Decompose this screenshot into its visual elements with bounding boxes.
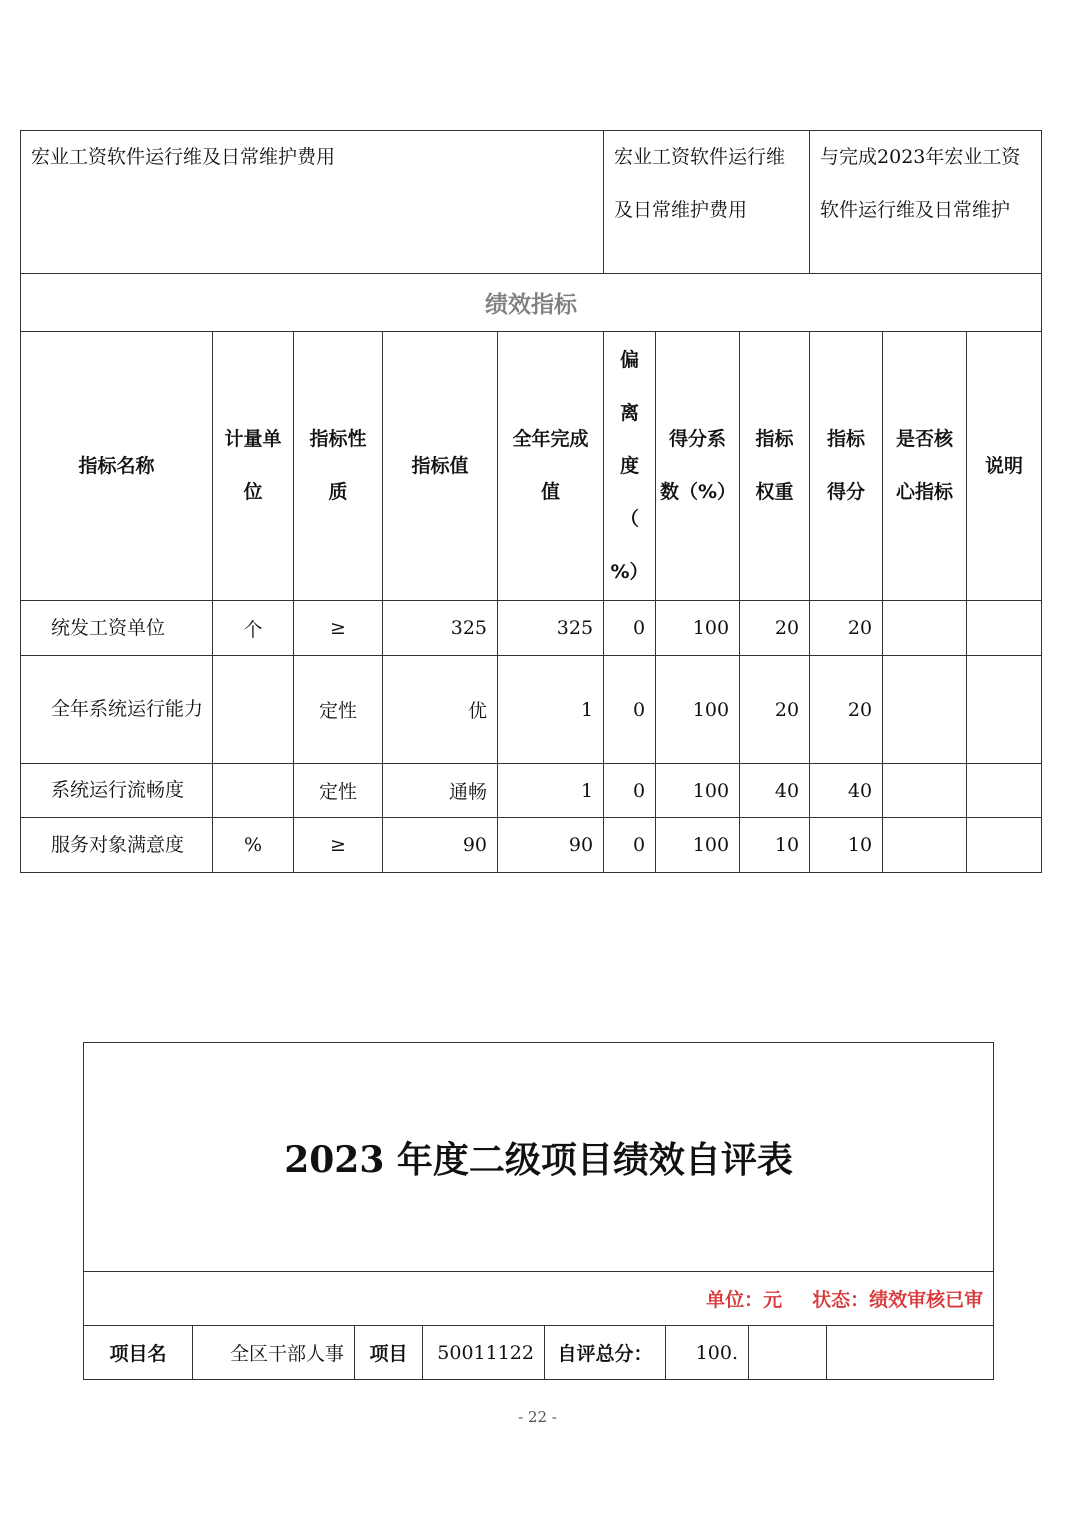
self-score-value: 100.	[666, 1326, 749, 1380]
project-code: 50011122	[423, 1326, 545, 1380]
row-name: 全年系统运行能力	[21, 656, 213, 764]
row-unit	[213, 764, 294, 818]
status-label: 状态：绩效审核已审	[812, 1289, 984, 1311]
row-deviation: 0	[604, 601, 656, 656]
row-name: 统发工资单位	[21, 601, 213, 656]
row-annual: 1	[498, 764, 604, 818]
row-deviation: 0	[604, 764, 656, 818]
row-annual: 90	[498, 818, 604, 873]
performance-title: 绩效指标	[21, 274, 1042, 332]
header-nature: 指标性 质	[294, 332, 383, 601]
project-label: 项目	[355, 1326, 423, 1380]
desc-right: 与完成2023年宏业工资软件运行维及日常维护	[810, 131, 1042, 274]
row-deviation: 0	[604, 818, 656, 873]
row-annual: 1	[498, 656, 604, 764]
row-nature: ≥	[294, 601, 383, 656]
row-coef: 100	[656, 601, 740, 656]
description-row	[21, 131, 1042, 274]
row-name: 服务对象满意度	[21, 818, 213, 873]
header-weight: 指标 权重	[740, 332, 810, 601]
header-deviation: 偏 离 度 （ %）	[604, 332, 656, 601]
empty-cell	[827, 1326, 994, 1380]
project-name-label: 项目名	[84, 1326, 193, 1380]
project-name-value: 全区干部人事	[193, 1326, 355, 1380]
header-row	[21, 332, 1042, 601]
project-row	[84, 1326, 994, 1380]
table-row	[21, 656, 1042, 764]
row-nature: 定性	[294, 764, 383, 818]
row-score: 10	[810, 818, 883, 873]
unit-status-row	[84, 1272, 994, 1326]
header-score: 指标 得分	[810, 332, 883, 601]
empty-cell	[749, 1326, 827, 1380]
row-nature: ≥	[294, 818, 383, 873]
header-core: 是否核 心指标	[883, 332, 967, 601]
row-weight: 10	[740, 818, 810, 873]
row-core	[883, 818, 967, 873]
performance-table	[20, 130, 1042, 873]
row-name: 系统运行流畅度	[21, 764, 213, 818]
row-score: 40	[810, 764, 883, 818]
row-coef: 100	[656, 764, 740, 818]
row-value: 325	[383, 601, 498, 656]
unit-label: 单位：元	[706, 1289, 783, 1311]
row-core	[883, 601, 967, 656]
page-title: 2023 年度二级项目绩效自评表	[84, 1043, 994, 1272]
row-core	[883, 764, 967, 818]
header-name: 指标名称	[21, 332, 213, 601]
row-deviation: 0	[604, 656, 656, 764]
row-value: 优	[383, 656, 498, 764]
self-evaluation-table	[83, 1042, 994, 1380]
row-core	[883, 656, 967, 764]
row-coef: 100	[656, 818, 740, 873]
row-score: 20	[810, 656, 883, 764]
desc-left: 宏业工资软件运行维及日常维护费用	[21, 131, 604, 274]
row-annual: 325	[498, 601, 604, 656]
row-note	[967, 656, 1042, 764]
table-row	[21, 764, 1042, 818]
row-weight: 20	[740, 601, 810, 656]
row-weight: 40	[740, 764, 810, 818]
row-unit: 个	[213, 601, 294, 656]
row-unit: %	[213, 818, 294, 873]
row-score: 20	[810, 601, 883, 656]
row-unit	[213, 656, 294, 764]
row-value: 通畅	[383, 764, 498, 818]
page-number: - 22 -	[518, 1408, 557, 1426]
table-row	[21, 601, 1042, 656]
row-weight: 20	[740, 656, 810, 764]
header-value: 指标值	[383, 332, 498, 601]
table-row	[21, 818, 1042, 873]
desc-mid: 宏业工资软件运行维及日常维护费用	[604, 131, 810, 274]
header-annual: 全年完成 值	[498, 332, 604, 601]
row-nature: 定性	[294, 656, 383, 764]
row-note	[967, 818, 1042, 873]
row-note	[967, 601, 1042, 656]
row-note	[967, 764, 1042, 818]
self-score-label: 自评总分：	[545, 1326, 666, 1380]
row-coef: 100	[656, 656, 740, 764]
row-value: 90	[383, 818, 498, 873]
header-note: 说明	[967, 332, 1042, 601]
header-coef: 得分系 数（%）	[656, 332, 740, 601]
header-unit: 计量单 位	[213, 332, 294, 601]
